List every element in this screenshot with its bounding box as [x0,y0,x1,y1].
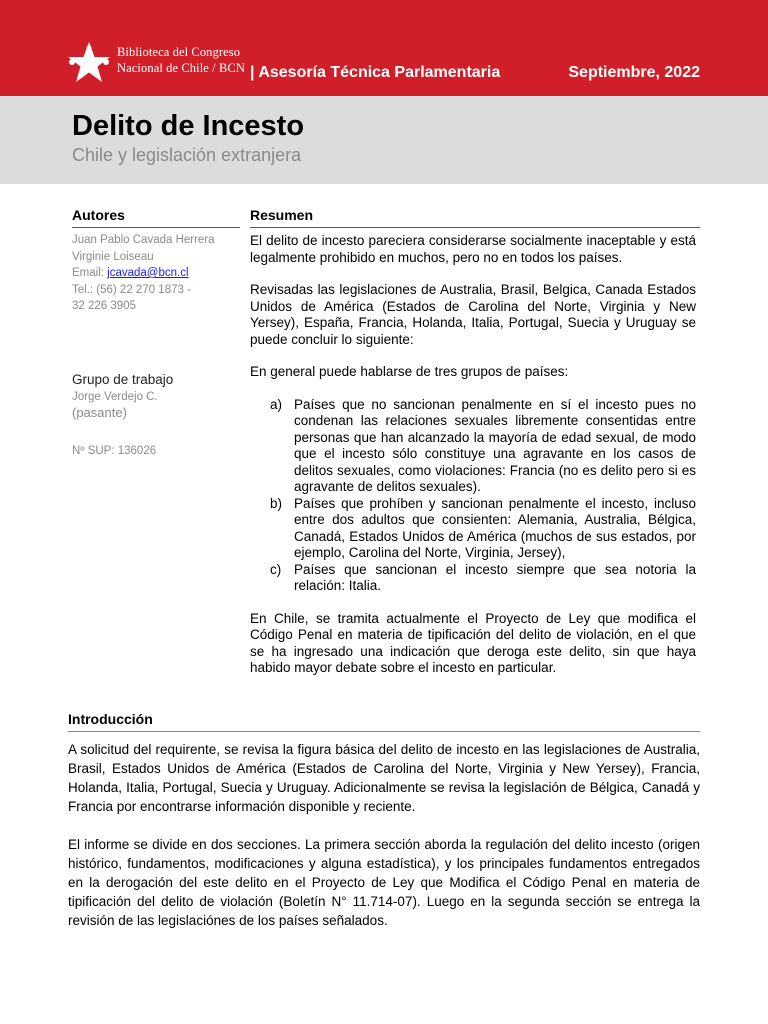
grupo-member: Jorge Verdejo C. [72,390,158,403]
resumen-paragraph: El delito de incesto pareciera considerarse socialmente inaceptable y está legalmente prohibido en muchos, pero no en todos los países. [250,233,696,265]
grupo-heading: Grupo de trabajo [72,372,174,387]
list-item [270,562,696,595]
grupo-block [72,372,240,422]
email-label: Email: [72,267,104,279]
document-subtitle: Chile y legislación extranjera [72,145,302,165]
autores-rule [72,227,240,228]
author-tel: Tel.: (56) 22 270 1873 - [72,283,191,296]
resumen-rule [250,227,700,228]
introduccion-heading: Introducción [68,711,153,727]
introduccion-body [68,740,700,949]
list-marker: c) [270,561,282,577]
list-item-text: Países que prohíben y sancionan penalmente el incesto, incluso entre dos adultos que consienten: Alemania, Australia, Bélgica, Canadá, Estados Unidos de América (muchos de sus estados, por ejemplo, Carolina del Norte, Virginia, Jersey), [294,495,696,560]
sup-number: Nº SUP: 136026 [72,445,157,457]
country-groups-list [250,397,696,595]
logo-line-2: Nacional de Chile / BCN [117,61,245,75]
header-date: Septiembre, 2022 [568,64,700,81]
intro-paragraph: A solicitud del requirente, se revisa la figura básica del delito de incesto en las legislaciones de Australia, Brasil, Estados Unidos de América (Estados de Carolina del Norte, Virginia y New Yersey), Francia, Holanda, Italia, Portugal, Suecia y Uruguay. Adicionalmente se revisa la legislación de Bélgica, Canadá y Francia por encontrarse información disponible y reciente. [68,742,700,814]
list-marker: b) [270,495,283,511]
list-item-text: Países que sancionan el incesto siempre que sea notoria la relación: Italia. [294,561,696,593]
resumen-paragraph: En Chile, se tramita actualmente el Proyecto de Ley que modifica el Código Penal en materia de tipificación del delito de violación, en el que se ha ingresado una indicación que deroga este delito, sin que haya habido mayor debate sobre el incesto en particular. [250,610,696,675]
document-title: Delito de Incesto [72,110,305,142]
resumen-body [250,233,696,693]
list-item [270,496,696,562]
author-name: Juan Pablo Cavada Herrera [72,234,215,246]
resumen-paragraph: En general puede hablarse de tres grupos de países: [250,364,569,379]
bcn-star-logo-icon [66,40,112,86]
author-name: Virginie Loiseau [72,250,154,263]
email-link[interactable]: jcavada@bcn.cl [107,267,189,279]
logo-line-1: Biblioteca del Congreso [117,45,241,59]
autores-heading: Autores [72,207,125,223]
author-tel-2: 32 226 3905 [72,300,136,312]
header-unit: | Asesoría Técnica Parlamentaria [250,64,501,81]
header-band [0,0,768,108]
list-marker: a) [270,396,283,412]
intro-paragraph: El informe se divide en dos secciones. La primera sección aborda la regulación del delito incesto (origen histórico, fundamentos, modificaciones y alguna estadística), y los principales fundamentos entregados en la derogación del este delito en el Proyecto de Ley que Modifica el Código Penal en materia de tipificación del delito de violación (Boletín N° 11.714-07). Luego en la segunda sección se entrega la revisión de las legislaciónes de los países señalados. [68,837,700,928]
author-email [72,265,240,282]
resumen-paragraph: Revisadas las legislaciones de Australia, Brasil, Belgica, Canada Estados Unidos de América (Estados de Carolina del Norte, Virginia y New Yersey), España, Francia, Holanda, Italia, Portugal, Suecia y Uruguay se puede concluir lo siguiente: [250,282,696,347]
autores-block [72,232,240,315]
bcn-logo-text [117,44,245,76]
introduccion-rule [68,731,700,732]
list-item-text: Países que no sancionan penalmente en sí el incesto pues no condenan las relaciones sexuales libremente consentidas entre personas que han alcanzado la mayoría de edad sexual, de modo que el incesto sólo constituye una agravante en los casos de delitos sexuales, como violaciones: Francia (no es delito pero si es agravante de delitos sexuales). [294,396,696,494]
resumen-heading: Resumen [250,207,314,223]
grupo-role: (pasante) [72,405,127,420]
list-item [270,397,696,496]
